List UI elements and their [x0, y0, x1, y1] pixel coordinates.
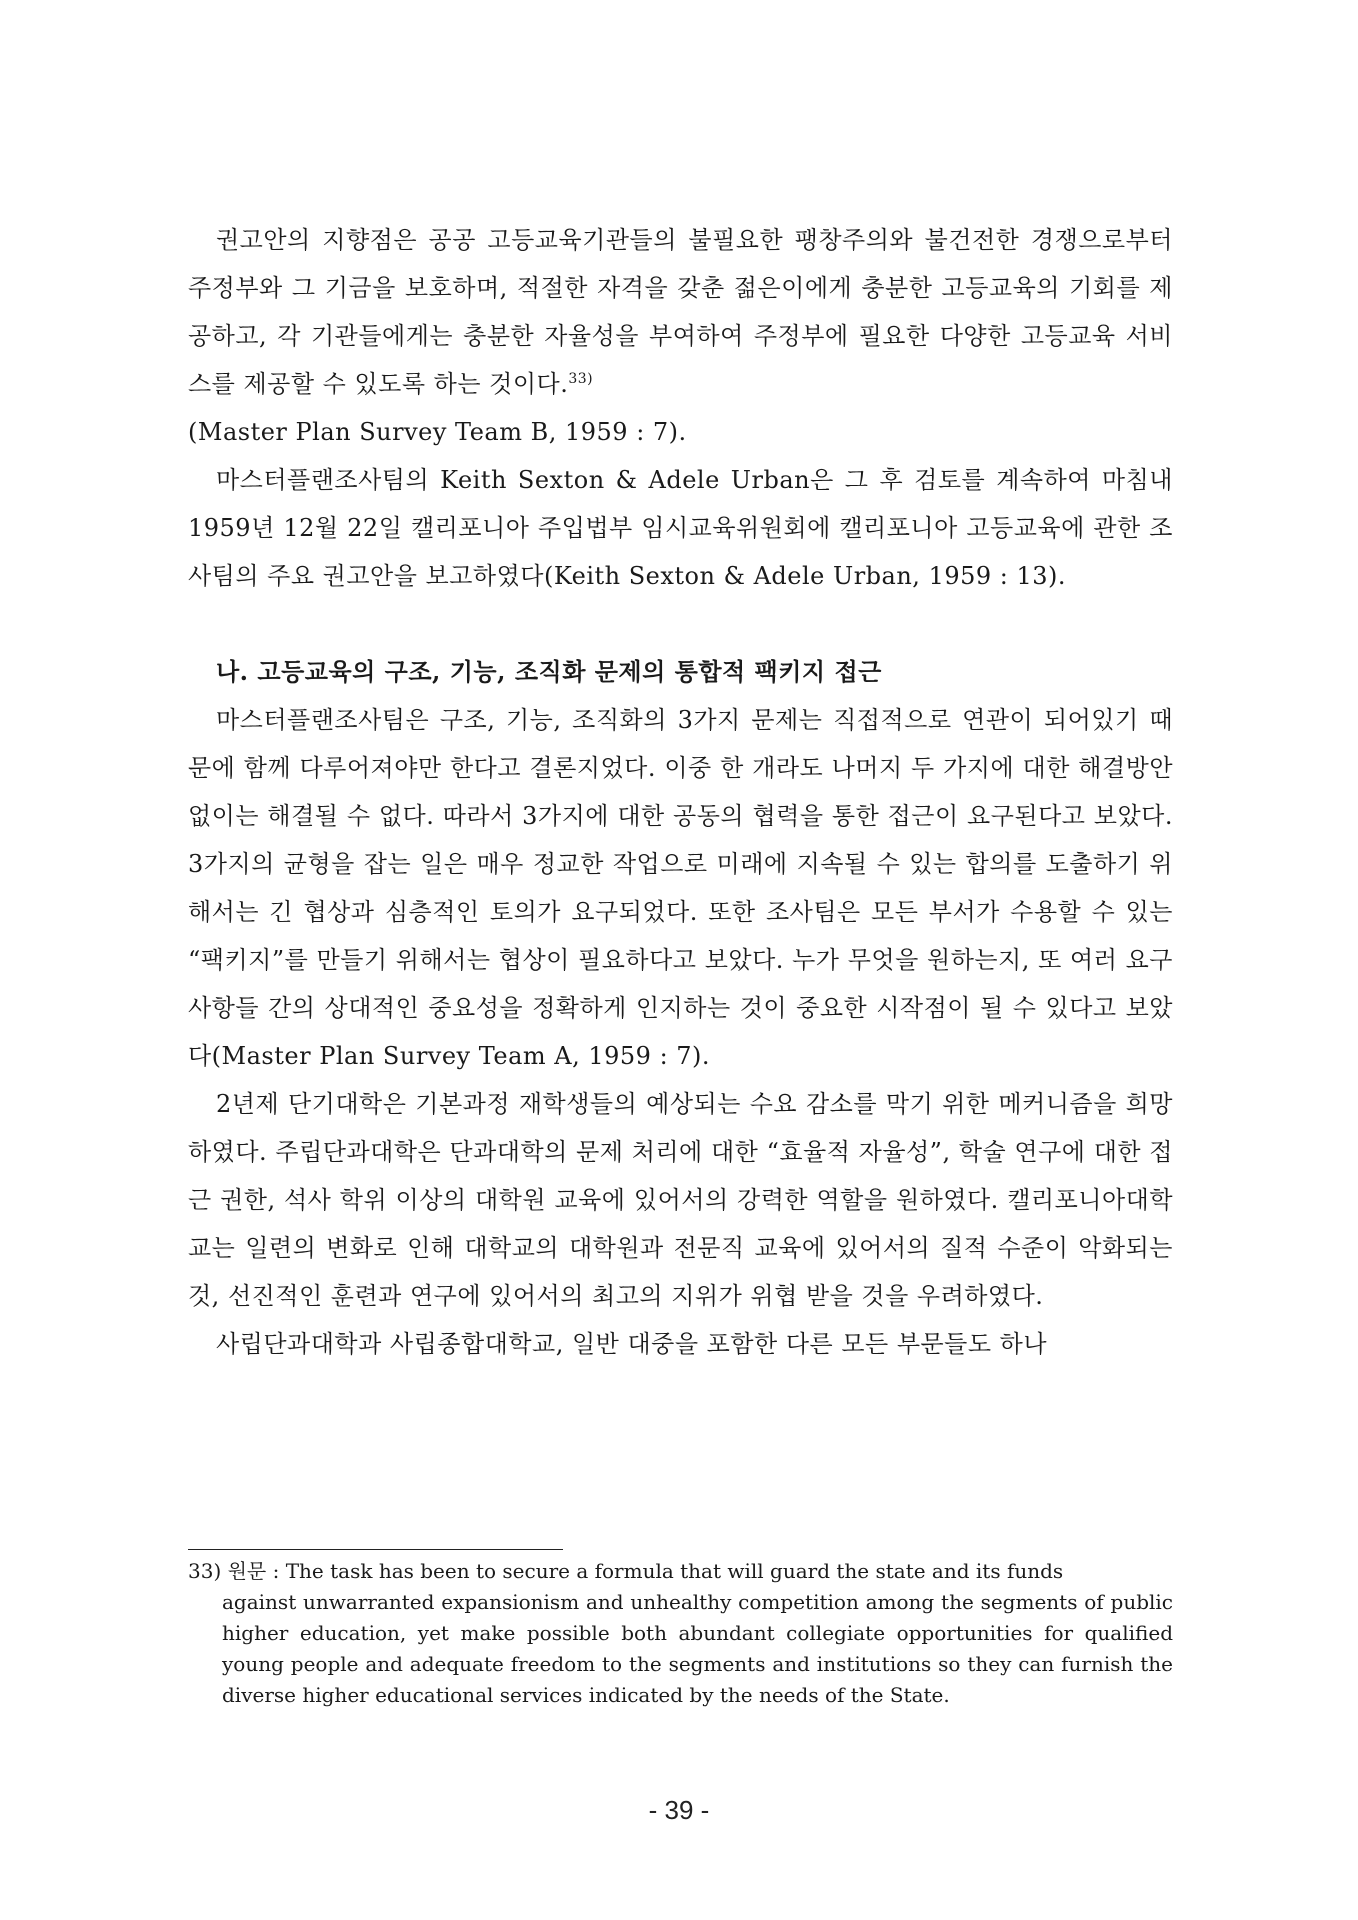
paragraph-recommendation-aim — [188, 216, 1173, 456]
paragraph-segment-interests: 2년제 단기대학은 기본과정 재학생들의 예상되는 수요 감소를 막기 위한 메커니즘을 희망하였다. 주립단과대학은 단과대학의 문제 처리에 대한 “효율적 자율성”, 학술 연구에 대한 접근 권한, 석사 학위 이상의 대학원 교육에 있어서의 강력한 역할을 원하였다. 캘리포니아대학교는 일련의 변화로 인해 대학교의 대학원과 전문직 교육에 있어서의 질적 수준이 악화되는 것, 선진적인 훈련과 연구에 있어서의 최고의 지위가 위협 받을 것을 우려하였다. — [188, 1090, 1173, 1310]
footnote-divider — [188, 1549, 563, 1550]
citation: (Master Plan Survey Team B, 1959 : 7). — [188, 418, 687, 446]
page-number: - 39 - — [648, 1795, 710, 1825]
paragraph-text: 권고안의 지향점은 공공 고등교육기관들의 불필요한 팽창주의와 불건전한 경쟁으로부터 주정부와 그 기금을 보호하며, 적절한 자격을 갖춘 젊은이에게 충분한 고등교육의 기회를 제공하고, 각 기관들에게는 충분한 자율성을 부여하여 주정부에 필요한 다양한 고등교육 서비스를 제공할 수 있도록 하는 것이다. — [188, 226, 1173, 398]
paragraph-survey-team-report: 마스터플랜조사팀의 Keith Sexton & Adele Urban은 그 후 검토를 계속하여 마침내 1959년 12월 22일 캘리포니아 주입법부 임시교육위원회에 캘리포니아 고등교육에 관한 조사팀의 주요 권고안을 보고하였다(Keith Sexton & Adele Urban, 1959 : 13). — [188, 466, 1173, 590]
footnote-first-line: 33) 원문 : The task has been to secure a formula that will guard the state and its funds — [188, 1559, 1064, 1583]
body-text — [188, 216, 1173, 1368]
footnote — [188, 1556, 1173, 1711]
paragraph-package-approach: 마스터플랜조사팀은 구조, 기능, 조직화의 3가지 문제는 직접적으로 연관이 되어있기 때문에 함께 다루어져야만 한다고 결론지었다. 이중 한 개라도 나머지 두 가지에 대한 해결방안 없이는 해결될 수 없다. 따라서 3가지에 대한 공동의 협력을 통한 접근이 요구된다고 보았다. 3가지의 균형을 잡는 일은 매우 정교한 작업으로 미래에 지속될 수 있는 합의를 도출하기 위해서는 긴 협상과 심층적인 토의가 요구되었다. 또한 조사팀은 모든 부서가 수용할 수 있는 “팩키지”를 만들기 위해서는 협상이 필요하다고 보았다. 누가 무엇을 원하는지, 또 여러 요구 사항들 간의 상대적인 중요성을 정확하게 인지하는 것이 중요한 시작점이 될 수 있다고 보았다(Master Plan Survey Team A, 1959 : 7). — [188, 706, 1173, 1070]
footnote-continuation: against unwarranted expansionism and unhealthy competition among the segments of public higher education, yet make possible both abundant collegiate opportunities for qualified young people and adequate freedom to the segments and institutions so they can furnish the diverse higher educational services indicated by the needs of the State. — [222, 1590, 1173, 1707]
paragraph-private-colleges: 사립단과대학과 사립종합대학교, 일반 대중을 포함한 다른 모든 부문들도 하나 — [216, 1330, 1048, 1358]
section-heading: 나. 고등교육의 구조, 기능, 조직화 문제의 통합적 팩키지 접근 — [216, 657, 882, 686]
footnote-reference: 33) — [568, 371, 594, 387]
